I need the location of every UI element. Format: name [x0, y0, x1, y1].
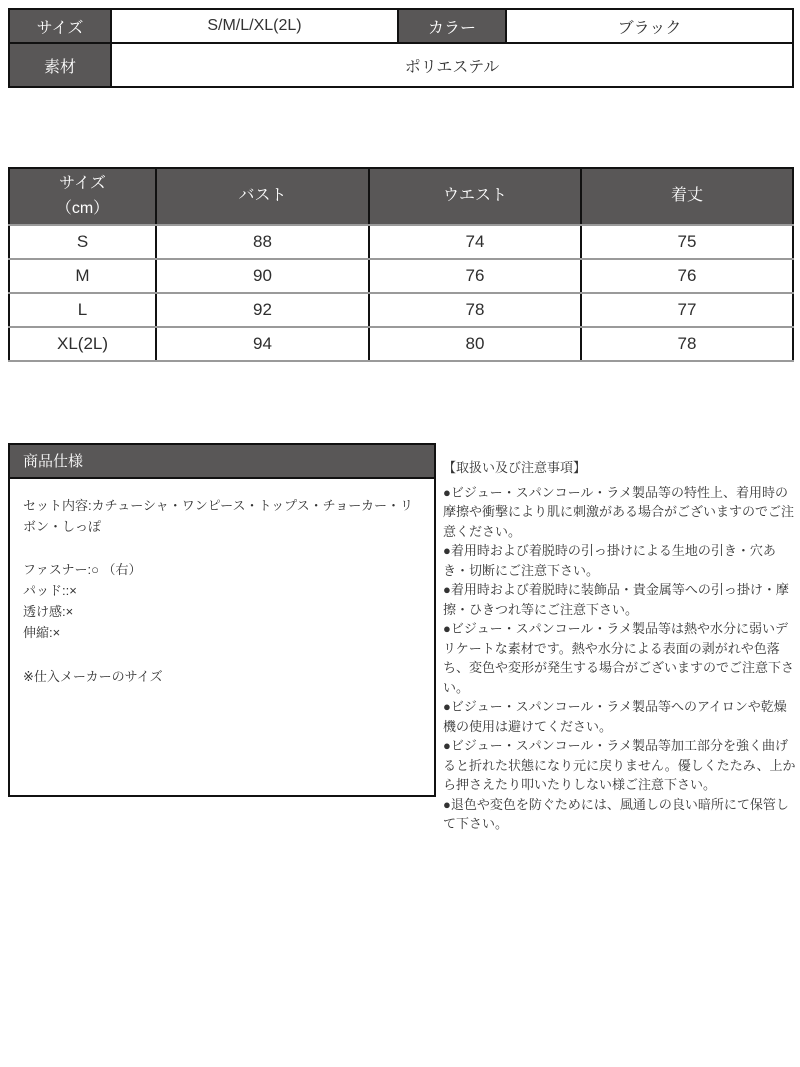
- spec-color-value: ブラック: [506, 9, 793, 43]
- size-cell-waist: 78: [369, 293, 581, 327]
- spec-color-label: カラー: [398, 9, 506, 43]
- size-chart-row-xl: [9, 327, 793, 361]
- size-chart-row-s: [9, 225, 793, 259]
- size-cell-label: S: [9, 225, 156, 259]
- spec-size-label: サイズ: [9, 9, 111, 43]
- handling-item: ●ビジュー・スパンコール・ラメ製品等へのアイロンや乾燥機の使用は避けてください。: [443, 699, 787, 734]
- size-cell-label: M: [9, 259, 156, 293]
- size-chart-header-size-line2: （cm）: [55, 199, 110, 217]
- handling-item: ●着用時および着脱時に装飾品・貴金属等への引っ掛け・摩擦・ひきつれ等にご注意下さい。: [443, 582, 789, 617]
- product-spec-title: 商品仕様: [10, 445, 434, 479]
- handling-item: ●ビジュー・スパンコール・ラメ製品等の特性上、着用時の摩擦や衝撃により肌に刺激がある場合がございますのでご注意ください。: [443, 484, 795, 539]
- spec-size-note: ※仕入メーカーのサイズ: [23, 669, 163, 684]
- size-cell-length: 78: [581, 327, 793, 361]
- size-chart-header-length: 着丈: [581, 168, 793, 225]
- handling-item: ●ビジュー・スパンコール・ラメ製品等は熱や水分に弱いデリケートな素材です。熱や水分による表面の剥がれや色落ち、変色や変形が発生する場合がございますのでご注意下さい。: [443, 621, 795, 695]
- spec-pad: パッド::×: [23, 583, 77, 598]
- size-cell-label: L: [9, 293, 156, 327]
- spec-size-value: S/M/L/XL(2L): [111, 9, 398, 43]
- spec-table: [8, 8, 794, 88]
- size-cell-waist: 76: [369, 259, 581, 293]
- spec-set-contents: セット内容:カチューシャ・ワンピース・トップス・チョーカー・リボン・しっぽ: [23, 498, 413, 534]
- handling-item: ●着用時および着脱時の引っ掛けによる生地の引き・穴あき・切断にご注意下さい。: [443, 543, 776, 578]
- spec-material-label: 素材: [9, 43, 111, 87]
- size-chart-header-size: [9, 168, 156, 225]
- product-spec-body: [10, 479, 434, 703]
- handling-notes: [443, 458, 796, 834]
- spec-row-material: [9, 43, 793, 87]
- size-cell-label: XL(2L): [9, 327, 156, 361]
- size-cell-length: 76: [581, 259, 793, 293]
- product-spec-box: [8, 443, 436, 797]
- size-chart-header-size-line1: サイズ: [59, 174, 106, 192]
- size-cell-bust: 88: [156, 225, 369, 259]
- spec-sheerness: 透け感:×: [23, 604, 74, 619]
- spec-material-value: ポリエステル: [111, 43, 793, 87]
- size-cell-bust: 92: [156, 293, 369, 327]
- size-chart-row-l: [9, 293, 793, 327]
- handling-item: ●退色や変色を防ぐためには、風通しの良い暗所にて保管して下さい。: [443, 796, 789, 831]
- size-chart-header-waist: ウエスト: [369, 168, 581, 225]
- size-cell-waist: 74: [369, 225, 581, 259]
- size-cell-length: 75: [581, 225, 793, 259]
- size-chart-header-bust: バスト: [156, 168, 369, 225]
- size-chart-table: [8, 167, 794, 362]
- size-chart-row-m: [9, 259, 793, 293]
- size-cell-waist: 80: [369, 327, 581, 361]
- handling-title: 【取扱い及び注意事項】: [443, 460, 587, 475]
- spec-stretch: 伸縮:×: [23, 625, 61, 640]
- size-cell-bust: 94: [156, 327, 369, 361]
- handling-item: ●ビジュー・スパンコール・ラメ製品等加工部分を強く曲げると折れた状態になり元に戻りません。優しくたたみ、上から押さえたり叩いたりしない様ご注意下さい。: [443, 738, 796, 792]
- size-cell-length: 77: [581, 293, 793, 327]
- size-chart-header-row: [9, 168, 793, 225]
- size-cell-bust: 90: [156, 259, 369, 293]
- spec-row-size-color: [9, 9, 793, 43]
- spec-fastener: ファスナー:○ （右）: [23, 562, 142, 577]
